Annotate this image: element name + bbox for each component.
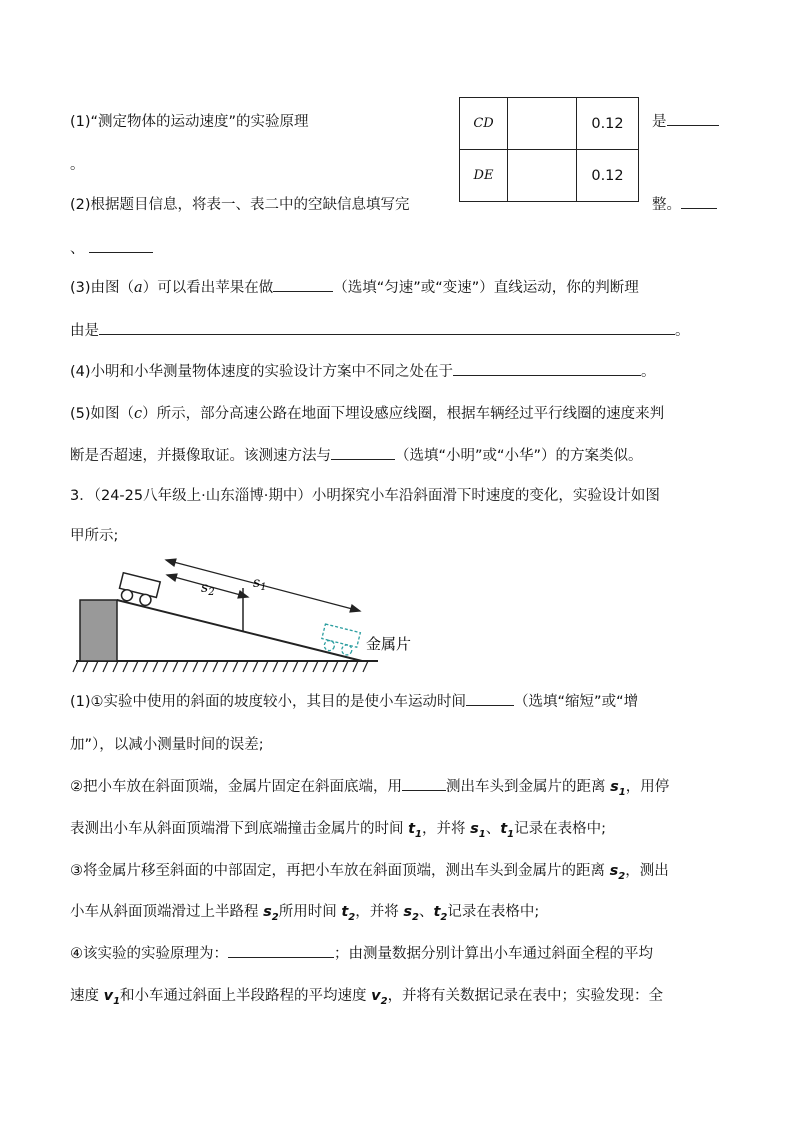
table-cell-empty[interactable]: [508, 150, 577, 202]
table-cell-value: 0.12: [577, 150, 639, 202]
s1-label: $s_1$: [253, 575, 267, 593]
answer-blank-q2a[interactable]: [681, 193, 717, 209]
problem3-line1: [70, 484, 660, 505]
q3-text-d: 由是: [70, 323, 99, 339]
var-s: s: [609, 863, 619, 879]
problem3-text-2: 甲所示;: [70, 528, 119, 544]
problem3-text: 3．（24-25八年级上·山东淄博·期中）小明探究小车沿斜面滑下时速度的变化，实验设计如图: [70, 488, 660, 504]
s1-line1: [70, 690, 638, 711]
answer-blank-q3a[interactable]: [273, 276, 333, 292]
q1-text: (1)“测定物体的运动速度”的实验原理: [70, 114, 309, 130]
q2-sep: 、: [70, 241, 85, 257]
s4-text-a: ④该实验的实验原理为：: [70, 946, 228, 962]
q5-text-d: （选填“小明”或“小华”）的方案类似。: [395, 448, 643, 464]
var-s: s: [263, 904, 272, 920]
var-sub: 1: [113, 995, 121, 1007]
ground-hatch: [73, 661, 368, 672]
var-t: t: [408, 821, 416, 837]
s3-text-b: ，测出: [625, 863, 669, 879]
table-cell-value: 0.12: [577, 98, 639, 150]
s2-line1: [70, 775, 669, 798]
s4-text-e: ，并将有关数据记录在表中；实验发现：全: [387, 988, 664, 1004]
q4-line: [70, 360, 656, 381]
s3-text-f: 、: [418, 904, 434, 920]
answer-blank-s4[interactable]: [228, 942, 334, 958]
q5-fig-ref: c: [134, 406, 143, 422]
s3-line2: [70, 900, 539, 923]
var-s: s: [470, 821, 479, 837]
var-sub: 2: [380, 995, 388, 1007]
answer-blank-s2[interactable]: [402, 775, 446, 791]
q2-text: (2)根据题目信息，将表一、表二中的空缺信息填写完: [70, 197, 410, 213]
q1-end: [70, 153, 85, 174]
answer-blank-q5[interactable]: [331, 444, 395, 460]
q3-text-c: （选填“匀速”或“变速”）直线运动，你的判断理: [333, 280, 639, 296]
table-row: [460, 98, 639, 150]
s3-text-c: 小车从斜面顶端滑过上半路程: [70, 904, 259, 920]
s2-text-g: 记录在表格中;: [514, 821, 607, 837]
q1-line: [70, 110, 309, 131]
var-t: t: [433, 904, 441, 920]
support-block: [80, 600, 117, 661]
s4-line1: [70, 942, 653, 963]
q2-line2: [70, 237, 153, 258]
s1-text-a: (1)①实验中使用的斜面的坡度较小，其目的是使小车运动时间: [70, 694, 467, 710]
data-table: [459, 97, 639, 202]
q2-tail-text: 整。: [652, 197, 681, 213]
q3-text-b: ）可以看出苹果在做: [142, 280, 274, 296]
table-row: [460, 150, 639, 202]
answer-blank-q1[interactable]: [667, 110, 719, 126]
s1-line2: [70, 733, 264, 754]
var-sub: 2: [440, 911, 448, 923]
q3-fig-ref: a: [134, 280, 143, 296]
s2-text-e: ，并将: [422, 821, 466, 837]
q5-text-b: ）所示，部分高速公路在地面下埋设感应线圈，根据车辆经过平行线圈的速度来判: [142, 406, 665, 422]
answer-blank-q3b[interactable]: [99, 319, 675, 335]
q5-line2: [70, 444, 643, 465]
var-sub: 2: [348, 911, 356, 923]
var-sub: 2: [271, 911, 279, 923]
s2-text-d: 表测出小车从斜面顶端滑下到底端撞击金属片的时间: [70, 821, 404, 837]
var-s: s: [610, 779, 619, 795]
s2-text-c: ，用停: [625, 779, 670, 795]
s1-text-c: 加”），以减小测量时间的误差;: [70, 737, 264, 753]
var-v: v: [371, 988, 381, 1004]
var-t: t: [500, 821, 508, 837]
s2-text-b: 测出车头到金属片的距离: [446, 779, 606, 795]
problem3-line2: [70, 524, 118, 545]
s3-text-a: ③将金属片移至斜面的中部固定，再把小车放在斜面顶端，测出车头到金属片的距离: [70, 863, 605, 879]
var-v: v: [103, 988, 114, 1004]
incline-figure: [70, 548, 430, 678]
q5-text-a: (5)如图（: [70, 406, 135, 422]
q3-text-a: (3)由图（: [70, 280, 135, 296]
var-sub: 2: [618, 870, 626, 882]
s2-text-f: 、: [485, 821, 501, 837]
s4-text-c: 速度: [70, 988, 99, 1004]
var-sub: 1: [618, 786, 626, 798]
table-cell-empty[interactable]: [508, 98, 577, 150]
var-s: s: [403, 904, 412, 920]
var-sub: 1: [507, 828, 515, 840]
s3-text-e: ，并将: [355, 904, 399, 920]
answer-blank-q4[interactable]: [453, 360, 641, 376]
q1-tail: [652, 110, 719, 131]
var-t: t: [341, 904, 349, 920]
q1-tail-text: 是: [652, 114, 667, 130]
var-sub: 1: [478, 828, 486, 840]
table-cell-segment: CD: [460, 98, 508, 150]
s2-text-a: ②把小车放在斜面顶端，金属片固定在斜面底端，用: [70, 779, 402, 795]
s4-text-b: ；由测量数据分别计算出小车通过斜面全程的平均: [334, 946, 653, 962]
q4-text: (4)小明和小华测量物体速度的实验设计方案中不同之处在于: [70, 364, 454, 380]
q3-line1: [70, 276, 639, 297]
s2-line2: [70, 817, 606, 840]
var-sub: 2: [411, 911, 419, 923]
q3-text-e: 。: [675, 323, 690, 339]
table-cell-segment: DE: [460, 150, 508, 202]
q3-line2: [70, 319, 690, 340]
q1-dot: 。: [70, 157, 85, 173]
answer-blank-q2b[interactable]: [89, 237, 153, 253]
q5-text-c: 断是否超速，并摄像取证。该测速方法与: [70, 448, 331, 464]
var-sub: 1: [415, 828, 423, 840]
s3-text-g: 记录在表格中;: [447, 904, 540, 920]
s3-text-d: 所用时间: [278, 904, 337, 920]
answer-blank-s1[interactable]: [466, 690, 514, 706]
q4-end: 。: [641, 364, 656, 380]
q2-tail: [652, 193, 717, 214]
s4-line2: [70, 984, 663, 1007]
s3-line1: [70, 859, 669, 882]
q2-line: [70, 193, 410, 214]
s4-text-d: 和小车通过斜面上半段路程的平均速度: [120, 988, 367, 1004]
q5-line1: [70, 402, 664, 423]
s2-label: $s_2$: [201, 580, 215, 598]
metal-plate-label: 金属片: [366, 635, 412, 653]
incline-surface: [117, 600, 362, 661]
s1-text-b: （选填“缩短”或“增: [514, 694, 639, 710]
